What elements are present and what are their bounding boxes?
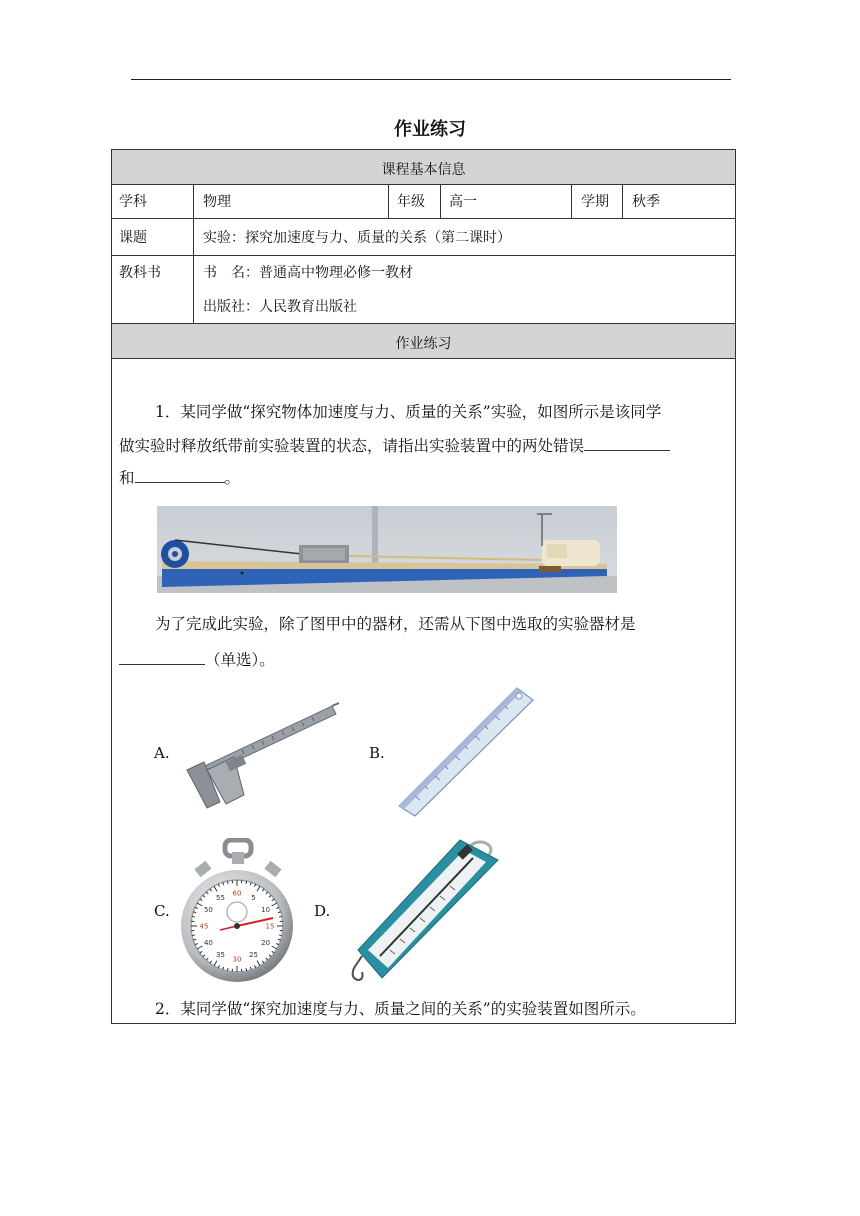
practice-header: 作业练习 xyxy=(395,336,452,352)
row-divider xyxy=(111,358,736,359)
term-label: 学期 xyxy=(581,194,609,210)
book-name: 书 名：普通高中物理必修一教材 xyxy=(203,265,413,281)
dial-number: 40 xyxy=(203,939,213,947)
dial-tick xyxy=(246,881,247,884)
row-divider xyxy=(111,184,736,185)
header-rule xyxy=(131,79,731,80)
column-divider xyxy=(571,184,572,218)
q1-line2 xyxy=(119,430,729,462)
dial-number: 20 xyxy=(261,939,271,947)
document-title: 作业练习 xyxy=(394,119,466,140)
column-divider xyxy=(388,184,389,218)
dial-tick xyxy=(279,916,282,917)
answer-blank-2[interactable] xyxy=(135,464,225,483)
dial-number: 55 xyxy=(216,893,225,902)
column-divider xyxy=(622,184,623,218)
option-a-label[interactable]: A. xyxy=(154,744,170,762)
vernier-caliper-icon xyxy=(182,700,342,815)
dial-number: 45 xyxy=(199,922,209,931)
apparatus-image xyxy=(157,506,617,593)
dial-number: 50 xyxy=(203,906,213,914)
dial-tick xyxy=(227,881,228,884)
q1-follow-up-suffix: （单选）。 xyxy=(205,651,275,669)
dial-number: 15 xyxy=(265,922,275,931)
column-divider xyxy=(193,184,194,324)
q1-follow-up-line2 xyxy=(119,644,729,676)
subject-value: 物理 xyxy=(203,194,231,210)
stopwatch-icon xyxy=(180,838,295,986)
term-value: 秋季 xyxy=(632,194,660,210)
q1-follow-up: 为了完成此实验，除了图甲中的器材，还需从下图中选取的实验器材是 xyxy=(155,615,636,633)
spring-scale-icon xyxy=(340,838,505,988)
q1-line1: 1．某同学做“探究物体加速度与力、质量的关系”实验，如图所示是该同学 xyxy=(155,403,662,421)
publisher: 出版社：人民教育出版社 xyxy=(203,299,357,315)
dial-number: 35 xyxy=(216,951,225,960)
option-c-label[interactable]: C. xyxy=(154,902,170,920)
subject-label: 学科 xyxy=(119,194,147,210)
dial-tick xyxy=(192,916,195,917)
q2-text: 2．某同学做“探究加速度与力、质量之间的关系”的实验装置如图所示。 xyxy=(155,1000,646,1018)
dial-number: 25 xyxy=(249,951,258,960)
row-divider xyxy=(111,218,736,219)
dial-tick xyxy=(227,968,228,971)
grade-label: 年级 xyxy=(397,194,425,210)
ruler-icon xyxy=(395,684,537,818)
dial-tick xyxy=(279,935,282,936)
textbook-label: 教科书 xyxy=(119,265,161,281)
column-divider xyxy=(440,184,441,218)
topic-value: 实验：探究加速度与力、质量的关系（第二课时） xyxy=(203,230,511,246)
dial-number: 10 xyxy=(261,906,271,914)
info-header: 课程基本信息 xyxy=(381,162,466,178)
option-d-label[interactable]: D. xyxy=(314,902,331,920)
q1-line2-text: 做实验时释放纸带前实验装置的状态，请指出实验装置中的两处错误 xyxy=(119,437,585,455)
grade-value: 高一 xyxy=(449,194,477,210)
option-b-label[interactable]: B. xyxy=(369,744,385,762)
dial-number: 5 xyxy=(251,893,256,902)
q1-line3-suffix: 。 xyxy=(224,469,241,487)
row-divider xyxy=(111,255,736,256)
answer-blank-1[interactable] xyxy=(584,432,670,451)
dial-tick xyxy=(192,935,195,936)
dial-number: 60 xyxy=(232,889,242,898)
q1-line3 xyxy=(119,462,729,494)
dial-number: 30 xyxy=(232,955,242,964)
topic-label: 课题 xyxy=(119,230,147,246)
answer-blank-3[interactable] xyxy=(119,646,205,665)
dial-tick xyxy=(246,968,247,971)
q1-line3-prefix: 和 xyxy=(119,469,135,487)
